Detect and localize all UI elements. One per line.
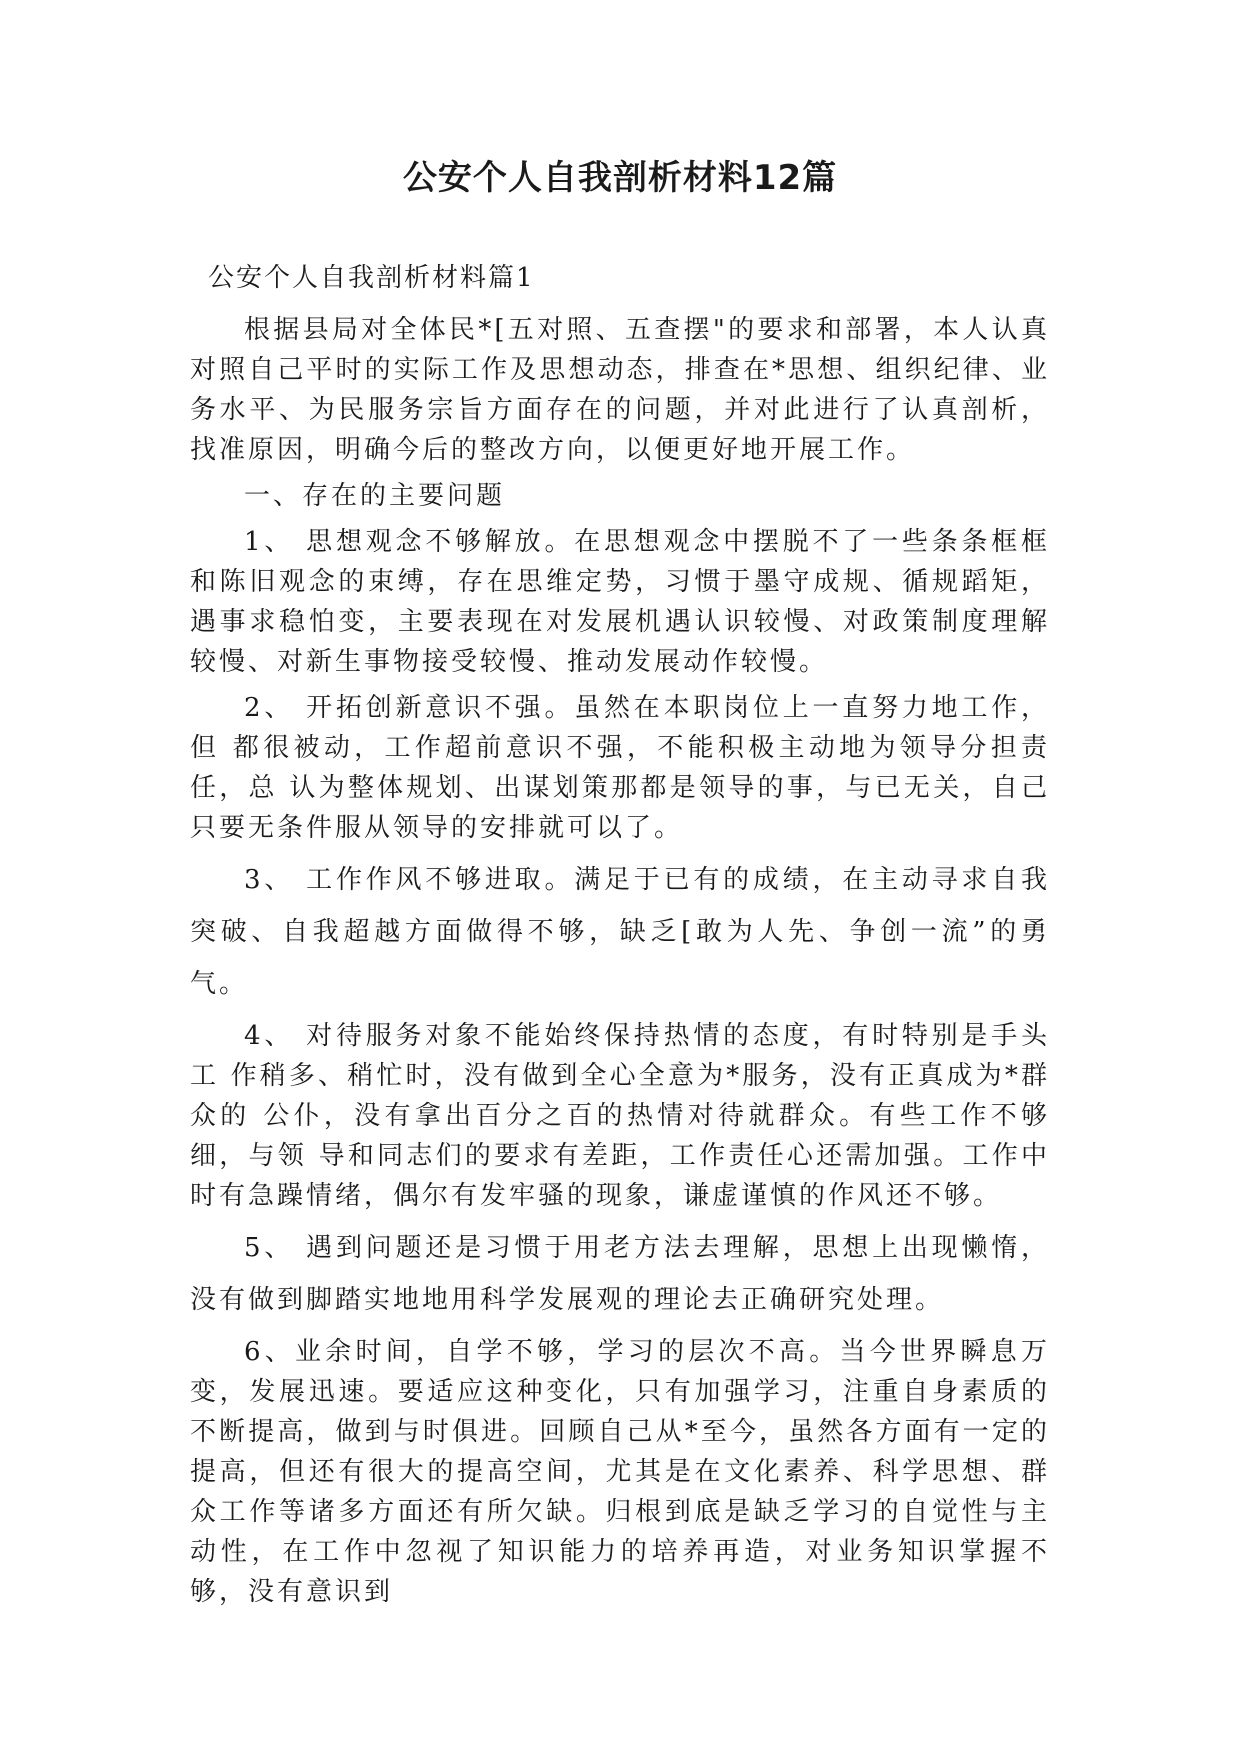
problem-item-3: 3、 工作作风不够进取。满足于已有的成绩，在主动寻求自我突破、自我超越方面做得不够，缺乏[敢为人先、争创一流”的勇气。 [190, 865, 1050, 999]
problem-item-6: 6、业余时间，自学不够，学习的层次不高。当今世界瞬息万变，发展迅速。要适应这种变化，只有加强学习，注重自身素质的不断提高，做到与时俱进。回顾自己从*至今，虽然各方面有一定的提高，但还有很大的提高空间，尤其是在文化素养、科学思想、群众工作等诸多方面还有所欠缺。归根到底是缺乏学习的自觉性与主动性，在工作中忽视了知识能力的培养再造，对业务知识掌握不够，没有意识到 [190, 1337, 1050, 1607]
problems-heading: 一、存在的主要问题 [244, 481, 506, 511]
problem-item-5: 5、 遇到问题还是习惯于用老方法去理解，思想上出现懒惰，没有做到脚踏实地地用科学发展观的理论去正确研究处理。 [190, 1233, 1050, 1315]
problem-item-2: 2、 开拓创新意识不强。虽然在本职岗位上一直努力地工作，但 都很被动，工作超前意识不强，不能积极主动地为领导分担责任，总 认为整体规划、出谋划策那都是领导的事，与已无关，自己只要无条件服从领导的安排就可以了。 [190, 693, 1050, 843]
document-page [190, 150, 1050, 1618]
section-heading: 公安个人自我剖析材料篇1 [208, 263, 535, 293]
problem-item-1: 1、 思想观念不够解放。在思想观念中摆脱不了一些条条框框和陈旧观念的束缚，存在思维定势，习惯于墨守成规、循规蹈矩，遇事求稳怕变，主要表现在对发展机遇认识较慢、对政策制度理解较慢、对新生事物接受较慢、推动发展动作较慢。 [190, 527, 1050, 677]
problem-item-4: 4、 对待服务对象不能始终保持热情的态度，有时特别是手头工 作稍多、稍忙时，没有做到全心全意为*服务，没有正真成为*群众的 公仆，没有拿出百分之百的热情对待就群众。有些工作不够细，与领 导和同志们的要求有差距，工作责任心还需加强。工作中时有急躁情绪，偶尔有发牢骚的现象，谦虚谨慎的作风还不够。 [190, 1021, 1050, 1211]
intro-paragraph: 根据县局对全体民*[五对照、五查摆"的要求和部署，本人认真对照自己平时的实际工作及思想动态，排查在*思想、组织纪律、业务水平、为民服务宗旨方面存在的问题，并对此进行了认真剖析，找准原因，明确今后的整改方向，以便更好地开展工作。 [190, 315, 1050, 465]
document-title: 公安个人自我剖析材料12篇 [402, 158, 838, 198]
